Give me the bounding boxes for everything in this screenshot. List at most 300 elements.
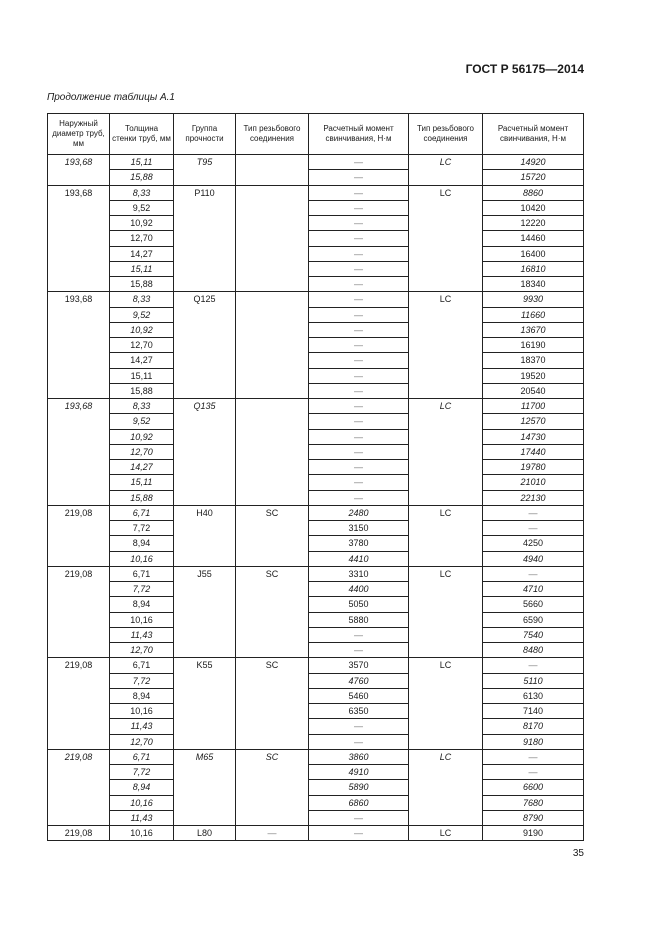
cell-torque-b: 9930 <box>483 292 584 307</box>
table-row <box>48 719 584 734</box>
cell-wall: 11,43 <box>110 719 174 734</box>
cell-grade <box>174 521 236 536</box>
cell-torque-a: 3150 <box>309 521 409 536</box>
cell-grade <box>174 170 236 185</box>
cell-wall: 15,88 <box>110 170 174 185</box>
cell-connection-b <box>409 795 483 810</box>
cell-diameter: 193,68 <box>48 399 110 414</box>
cell-diameter <box>48 688 110 703</box>
cell-connection-a: SC <box>236 505 309 520</box>
cell-wall: 8,33 <box>110 399 174 414</box>
cell-diameter: 193,68 <box>48 185 110 200</box>
cell-connection-a <box>236 353 309 368</box>
header-connection-type-b: Тип резьбового соединения <box>409 114 483 155</box>
cell-connection-b: LC <box>409 185 483 200</box>
cell-torque-a: 4760 <box>309 673 409 688</box>
cell-wall: 8,94 <box>110 780 174 795</box>
cell-connection-a <box>236 383 309 398</box>
cell-wall: 6,71 <box>110 658 174 673</box>
cell-torque-b: 13670 <box>483 322 584 337</box>
cell-diameter <box>48 719 110 734</box>
cell-torque-a: 5050 <box>309 597 409 612</box>
cell-connection-b <box>409 216 483 231</box>
cell-grade <box>174 780 236 795</box>
table-row <box>48 383 584 398</box>
cell-diameter <box>48 582 110 597</box>
cell-grade: Q125 <box>174 292 236 307</box>
cell-torque-a: — <box>309 826 409 841</box>
table-row <box>48 429 584 444</box>
cell-grade <box>174 444 236 459</box>
header-connection-type-a: Тип резьбового соединения <box>236 114 309 155</box>
cell-torque-a: — <box>309 460 409 475</box>
cell-connection-a <box>236 475 309 490</box>
cell-connection-b <box>409 536 483 551</box>
cell-grade: M65 <box>174 749 236 764</box>
cell-grade: J55 <box>174 566 236 581</box>
cell-torque-b: — <box>483 765 584 780</box>
cell-wall: 8,94 <box>110 536 174 551</box>
cell-torque-b: — <box>483 521 584 536</box>
cell-connection-a <box>236 810 309 825</box>
cell-grade <box>174 765 236 780</box>
cell-torque-a: — <box>309 200 409 215</box>
cell-diameter <box>48 429 110 444</box>
cell-grade <box>174 277 236 292</box>
cell-torque-a: 6350 <box>309 704 409 719</box>
cell-torque-b: 11660 <box>483 307 584 322</box>
cell-connection-b <box>409 582 483 597</box>
cell-diameter <box>48 643 110 658</box>
cell-torque-b: 9180 <box>483 734 584 749</box>
table-row <box>48 414 584 429</box>
cell-torque-a: — <box>309 627 409 642</box>
cell-wall: 10,16 <box>110 704 174 719</box>
cell-wall: 15,88 <box>110 490 174 505</box>
cell-wall: 14,27 <box>110 353 174 368</box>
cell-connection-b: LC <box>409 749 483 764</box>
cell-wall: 12,70 <box>110 338 174 353</box>
cell-diameter <box>48 521 110 536</box>
cell-torque-b: 22130 <box>483 490 584 505</box>
cell-torque-a: — <box>309 414 409 429</box>
cell-wall: 10,16 <box>110 612 174 627</box>
table-group <box>48 826 584 841</box>
cell-wall: 15,88 <box>110 383 174 398</box>
cell-diameter <box>48 551 110 566</box>
cell-grade <box>174 338 236 353</box>
table-row <box>48 780 584 795</box>
header-wall-thickness: Толщина стенки труб, мм <box>110 114 174 155</box>
cell-connection-a <box>236 231 309 246</box>
cell-connection-a <box>236 444 309 459</box>
cell-torque-a: — <box>309 292 409 307</box>
cell-wall: 15,11 <box>110 155 174 170</box>
cell-grade <box>174 246 236 261</box>
cell-torque-b: 7540 <box>483 627 584 642</box>
header-outer-diameter: Наружный диаметр труб, мм <box>48 114 110 155</box>
cell-torque-b: 6600 <box>483 780 584 795</box>
table-row <box>48 155 584 170</box>
cell-grade: H40 <box>174 505 236 520</box>
cell-diameter <box>48 231 110 246</box>
cell-torque-b: 16190 <box>483 338 584 353</box>
table-row <box>48 277 584 292</box>
table-row <box>48 566 584 581</box>
cell-connection-b <box>409 444 483 459</box>
cell-diameter <box>48 307 110 322</box>
cell-connection-a <box>236 734 309 749</box>
cell-torque-a: — <box>309 307 409 322</box>
cell-grade <box>174 322 236 337</box>
table-group <box>48 399 584 506</box>
cell-diameter: 219,08 <box>48 749 110 764</box>
cell-connection-b <box>409 521 483 536</box>
table-row <box>48 216 584 231</box>
cell-torque-a: — <box>309 246 409 261</box>
cell-diameter: 219,08 <box>48 826 110 841</box>
table-row <box>48 460 584 475</box>
cell-connection-a <box>236 414 309 429</box>
cell-wall: 8,94 <box>110 688 174 703</box>
cell-diameter <box>48 673 110 688</box>
cell-connection-b <box>409 551 483 566</box>
cell-grade <box>174 429 236 444</box>
cell-connection-a <box>236 673 309 688</box>
cell-diameter <box>48 490 110 505</box>
cell-wall: 15,11 <box>110 368 174 383</box>
cell-diameter <box>48 612 110 627</box>
cell-connection-a <box>236 200 309 215</box>
table-row <box>48 582 584 597</box>
table-row <box>48 810 584 825</box>
cell-torque-a: — <box>309 261 409 276</box>
cell-connection-b <box>409 277 483 292</box>
cell-torque-b: 8860 <box>483 185 584 200</box>
cell-diameter <box>48 810 110 825</box>
table-row <box>48 765 584 780</box>
cell-connection-b <box>409 429 483 444</box>
cell-connection-b <box>409 322 483 337</box>
cell-connection-b <box>409 780 483 795</box>
cell-torque-a: — <box>309 383 409 398</box>
cell-connection-a <box>236 704 309 719</box>
cell-torque-b: 16810 <box>483 261 584 276</box>
cell-connection-a <box>236 688 309 703</box>
cell-grade <box>174 536 236 551</box>
cell-connection-a <box>236 292 309 307</box>
cell-grade <box>174 353 236 368</box>
cell-torque-b: 19520 <box>483 368 584 383</box>
table-group <box>48 185 584 292</box>
cell-connection-a <box>236 490 309 505</box>
cell-diameter: 193,68 <box>48 155 110 170</box>
cell-torque-a: — <box>309 810 409 825</box>
cell-torque-a: — <box>309 475 409 490</box>
table-row <box>48 444 584 459</box>
cell-grade: L80 <box>174 826 236 841</box>
cell-torque-a: — <box>309 429 409 444</box>
cell-torque-b: 19780 <box>483 460 584 475</box>
cell-diameter <box>48 780 110 795</box>
cell-torque-b: 17440 <box>483 444 584 459</box>
cell-connection-b <box>409 597 483 612</box>
cell-torque-b: 18340 <box>483 277 584 292</box>
cell-grade <box>174 551 236 566</box>
cell-torque-b: 18370 <box>483 353 584 368</box>
cell-wall: 14,27 <box>110 460 174 475</box>
cell-torque-b: — <box>483 749 584 764</box>
cell-connection-a <box>236 582 309 597</box>
table-row <box>48 368 584 383</box>
cell-connection-b <box>409 765 483 780</box>
cell-torque-b: 12220 <box>483 216 584 231</box>
cell-connection-b <box>409 368 483 383</box>
cell-grade: Q135 <box>174 399 236 414</box>
cell-torque-a: — <box>309 322 409 337</box>
cell-connection-a <box>236 170 309 185</box>
cell-connection-a <box>236 719 309 734</box>
cell-connection-b <box>409 231 483 246</box>
cell-torque-b: — <box>483 566 584 581</box>
cell-wall: 15,88 <box>110 277 174 292</box>
cell-torque-b: 5110 <box>483 673 584 688</box>
cell-diameter <box>48 170 110 185</box>
cell-connection-b <box>409 612 483 627</box>
cell-connection-b: LC <box>409 399 483 414</box>
cell-wall: 12,70 <box>110 444 174 459</box>
cell-torque-a: 4400 <box>309 582 409 597</box>
cell-torque-b: — <box>483 505 584 520</box>
cell-torque-b: 14920 <box>483 155 584 170</box>
cell-torque-a: — <box>309 444 409 459</box>
cell-torque-b: 15720 <box>483 170 584 185</box>
cell-diameter <box>48 368 110 383</box>
table-row <box>48 658 584 673</box>
cell-torque-b: 16400 <box>483 246 584 261</box>
cell-wall: 7,72 <box>110 521 174 536</box>
cell-wall: 8,94 <box>110 597 174 612</box>
cell-connection-b <box>409 170 483 185</box>
cell-grade <box>174 688 236 703</box>
cell-connection-b <box>409 460 483 475</box>
cell-connection-b <box>409 383 483 398</box>
cell-connection-a <box>236 368 309 383</box>
cell-grade <box>174 414 236 429</box>
cell-connection-a <box>236 643 309 658</box>
cell-wall: 8,33 <box>110 185 174 200</box>
cell-grade <box>174 643 236 658</box>
cell-connection-a <box>236 780 309 795</box>
cell-wall: 9,52 <box>110 307 174 322</box>
table-row <box>48 170 584 185</box>
cell-wall: 8,33 <box>110 292 174 307</box>
table-row <box>48 185 584 200</box>
header-strength-group: Группа прочности <box>174 114 236 155</box>
cell-connection-b <box>409 307 483 322</box>
cell-grade <box>174 383 236 398</box>
cell-torque-b: 4250 <box>483 536 584 551</box>
cell-wall: 10,92 <box>110 322 174 337</box>
cell-grade: P110 <box>174 185 236 200</box>
cell-diameter <box>48 444 110 459</box>
cell-grade <box>174 475 236 490</box>
cell-wall: 6,71 <box>110 566 174 581</box>
table-row <box>48 536 584 551</box>
cell-torque-a: — <box>309 231 409 246</box>
cell-grade: K55 <box>174 658 236 673</box>
cell-torque-b: 14730 <box>483 429 584 444</box>
cell-connection-b <box>409 246 483 261</box>
table-row <box>48 338 584 353</box>
cell-connection-a <box>236 597 309 612</box>
cell-wall: 15,11 <box>110 475 174 490</box>
cell-torque-b: — <box>483 658 584 673</box>
page-number: 35 <box>572 848 584 859</box>
cell-connection-a <box>236 261 309 276</box>
cell-grade <box>174 307 236 322</box>
table-group <box>48 155 584 186</box>
cell-grade <box>174 673 236 688</box>
cell-connection-a <box>236 521 309 536</box>
table-row <box>48 246 584 261</box>
cell-grade <box>174 582 236 597</box>
table-row <box>48 597 584 612</box>
table-group <box>48 658 584 750</box>
cell-diameter <box>48 734 110 749</box>
cell-grade <box>174 719 236 734</box>
cell-grade <box>174 734 236 749</box>
cell-torque-a: 5880 <box>309 612 409 627</box>
cell-wall: 7,72 <box>110 765 174 780</box>
cell-diameter <box>48 795 110 810</box>
table-row <box>48 322 584 337</box>
cell-connection-a <box>236 536 309 551</box>
cell-diameter <box>48 261 110 276</box>
cell-grade <box>174 368 236 383</box>
table-group <box>48 566 584 658</box>
table-caption: Продолжение таблицы А.1 <box>47 92 175 103</box>
cell-connection-a <box>236 795 309 810</box>
cell-grade <box>174 460 236 475</box>
cell-connection-a <box>236 429 309 444</box>
cell-torque-a: 3310 <box>309 566 409 581</box>
cell-connection-b <box>409 490 483 505</box>
table-row <box>48 521 584 536</box>
cell-torque-b: 9190 <box>483 826 584 841</box>
cell-torque-a: 4910 <box>309 765 409 780</box>
cell-grade <box>174 261 236 276</box>
cell-wall: 9,52 <box>110 200 174 215</box>
cell-connection-b <box>409 734 483 749</box>
cell-grade <box>174 231 236 246</box>
cell-connection-b: LC <box>409 658 483 673</box>
cell-grade <box>174 795 236 810</box>
cell-torque-b: 7680 <box>483 795 584 810</box>
cell-diameter <box>48 414 110 429</box>
cell-torque-b: 4710 <box>483 582 584 597</box>
cell-torque-b: 10420 <box>483 200 584 215</box>
cell-connection-a <box>236 322 309 337</box>
table-row <box>48 688 584 703</box>
cell-torque-a: — <box>309 734 409 749</box>
cell-torque-b: 21010 <box>483 475 584 490</box>
cell-torque-a: — <box>309 643 409 658</box>
cell-torque-a: — <box>309 399 409 414</box>
cell-connection-b <box>409 810 483 825</box>
cell-torque-a: 5890 <box>309 780 409 795</box>
table-row <box>48 307 584 322</box>
cell-connection-b <box>409 414 483 429</box>
cell-connection-a <box>236 612 309 627</box>
cell-wall: 12,70 <box>110 734 174 749</box>
cell-torque-a: — <box>309 338 409 353</box>
cell-grade <box>174 810 236 825</box>
cell-diameter: 219,08 <box>48 566 110 581</box>
cell-connection-b <box>409 673 483 688</box>
cell-connection-a <box>236 399 309 414</box>
cell-wall: 10,16 <box>110 551 174 566</box>
cell-wall: 14,27 <box>110 246 174 261</box>
cell-grade <box>174 612 236 627</box>
cell-torque-a: — <box>309 353 409 368</box>
table-row <box>48 551 584 566</box>
cell-connection-b <box>409 338 483 353</box>
cell-diameter <box>48 277 110 292</box>
cell-connection-b <box>409 353 483 368</box>
cell-connection-a <box>236 155 309 170</box>
cell-wall: 11,43 <box>110 810 174 825</box>
cell-torque-b: 6130 <box>483 688 584 703</box>
table-row <box>48 673 584 688</box>
table-row <box>48 292 584 307</box>
cell-connection-a <box>236 551 309 566</box>
table-row <box>48 795 584 810</box>
cell-connection-a <box>236 246 309 261</box>
cell-connection-b <box>409 704 483 719</box>
cell-wall: 15,11 <box>110 261 174 276</box>
cell-torque-b: 8170 <box>483 719 584 734</box>
cell-diameter <box>48 200 110 215</box>
cell-torque-b: 11700 <box>483 399 584 414</box>
cell-connection-a <box>236 460 309 475</box>
table-row <box>48 505 584 520</box>
cell-connection-a: SC <box>236 566 309 581</box>
table-group <box>48 749 584 825</box>
cell-wall: 12,70 <box>110 643 174 658</box>
cell-connection-a <box>236 216 309 231</box>
cell-torque-a: — <box>309 490 409 505</box>
cell-torque-a: — <box>309 155 409 170</box>
table-row <box>48 261 584 276</box>
cell-torque-b: 4940 <box>483 551 584 566</box>
table-header-row <box>48 114 584 155</box>
cell-connection-b <box>409 688 483 703</box>
table-group <box>48 505 584 566</box>
cell-connection-a <box>236 627 309 642</box>
header-makeup-torque-b: Расчетный момент свинчивания, Н·м <box>483 114 584 155</box>
cell-torque-a: 2480 <box>309 505 409 520</box>
table-row <box>48 490 584 505</box>
cell-torque-b: 8790 <box>483 810 584 825</box>
cell-connection-b: LC <box>409 292 483 307</box>
cell-connection-a: — <box>236 826 309 841</box>
cell-diameter <box>48 597 110 612</box>
torque-table <box>47 113 584 841</box>
cell-diameter <box>48 322 110 337</box>
cell-diameter <box>48 627 110 642</box>
cell-diameter <box>48 246 110 261</box>
